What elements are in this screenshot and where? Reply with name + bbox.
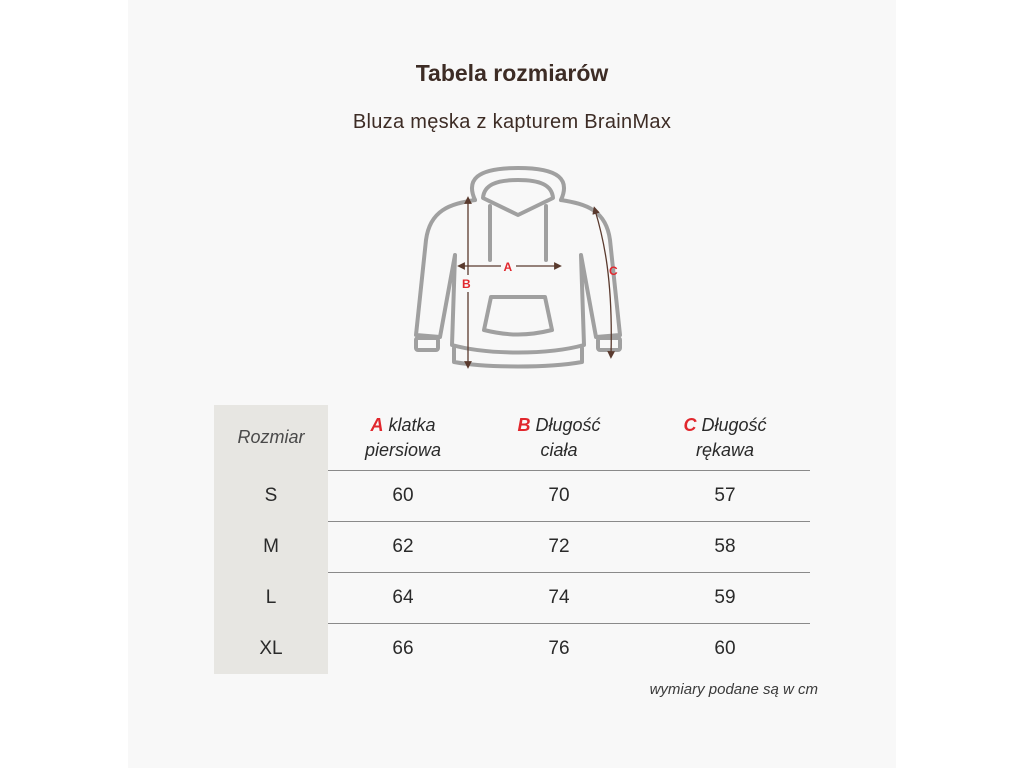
page-title: Tabela rozmiarów xyxy=(415,60,609,86)
chest-cell: 66 xyxy=(392,638,414,659)
product-subtitle: Bluza męska z kapturem BrainMax xyxy=(352,111,672,133)
table-header-row xyxy=(214,405,810,471)
label-c: C xyxy=(609,264,618,278)
body-length-cell: 72 xyxy=(478,522,640,573)
header-chest xyxy=(328,405,478,471)
header-sleeve-length xyxy=(640,405,810,471)
hoodie-outline xyxy=(416,168,620,367)
size-table xyxy=(214,405,810,674)
header-sleeve-line1: Długość xyxy=(701,414,767,435)
header-size: Rozmiar xyxy=(214,405,328,471)
header-letter-b: B xyxy=(517,414,531,435)
table-row xyxy=(214,471,810,522)
size-cell: L xyxy=(214,573,328,624)
table-row xyxy=(214,522,810,573)
sleeve-length-cell: 57 xyxy=(640,471,810,522)
header-chest-line2: piersiowa xyxy=(364,439,442,460)
chest-cell: 60 xyxy=(328,471,478,522)
label-a: A xyxy=(503,260,513,274)
sleeve-length-cell: 58 xyxy=(640,522,810,573)
table-row xyxy=(214,573,810,624)
body-length-cell: 70 xyxy=(478,471,640,522)
size-cell: S xyxy=(214,471,328,522)
body-length-cell: 74 xyxy=(478,573,640,624)
hoodie-icon xyxy=(398,160,638,380)
label-b: B xyxy=(462,277,471,291)
header-letter-a: A xyxy=(370,414,384,435)
header-chest-line1: klatka xyxy=(388,414,436,435)
header-letter-c: C xyxy=(683,414,697,435)
header-body-line2: ciała xyxy=(540,439,578,460)
size-cell: M xyxy=(214,522,328,573)
header-sleeve-line2: rękawa xyxy=(695,439,755,460)
chest-cell: 64 xyxy=(328,573,478,624)
sleeve-length-cell: 60 xyxy=(714,638,736,659)
header-body-line1: Długość xyxy=(535,414,601,435)
header-body-length xyxy=(478,405,640,471)
size-cell: XL xyxy=(214,624,328,675)
units-note: wymiary podane są w cm xyxy=(649,681,818,698)
body-length-cell: 76 xyxy=(548,638,570,659)
sleeve-length-cell: 59 xyxy=(640,573,810,624)
size-chart-panel xyxy=(128,0,896,768)
chest-cell: 62 xyxy=(328,522,478,573)
measure-arrows xyxy=(461,200,611,365)
table-row xyxy=(214,624,810,675)
